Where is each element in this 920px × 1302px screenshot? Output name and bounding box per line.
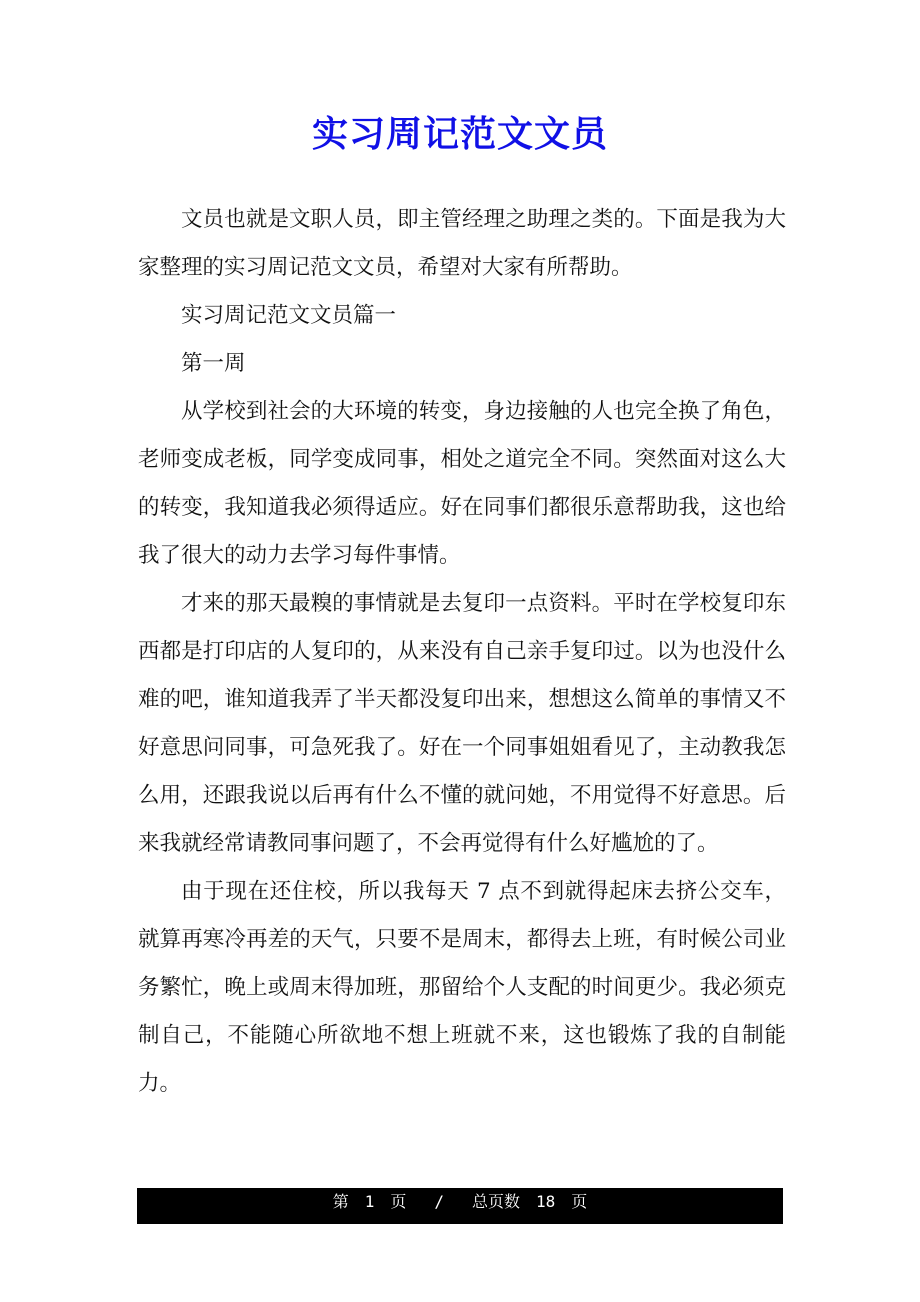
footer-separator: / [434, 1192, 444, 1211]
document-title: 实习周记范文文员 [311, 113, 608, 155]
body-paragraph: 从学校到社会的大环境的转变，身边接触的人也完全换了角色，老师变成老板，同学变成同事，相处之道完全不同。突然面对这么大的转变，我知道我必须得适应。好在同事们都很乐意帮助我，这也给我了很大的动力去学习每件事情。 [138, 399, 786, 568]
total-pages: 18 [536, 1192, 556, 1211]
document-body [138, 196, 786, 1108]
total-suffix: 页 [571, 1192, 588, 1211]
page-footer [137, 1188, 783, 1224]
body-paragraph: 由于现在还住校，所以我每天 7 点不到就得起床去挤公交车，就算再寒冷再差的天气，只要不是周末，都得去上班，有时候公司业务繁忙，晚上或周末得加班，那留给个人支配的时间更少。我必须克制自己，不能随心所欲地不想上班就不来，这也锻炼了我的自制能力。 [138, 879, 786, 1096]
intro-paragraph: 文员也就是文职人员，即主管经理之助理之类的。下面是我为大家整理的实习周记范文文员，希望对大家有所帮助。 [138, 207, 786, 280]
section-heading: 实习周记范文文员篇一 [181, 303, 397, 328]
page-number: 1 [364, 1192, 375, 1211]
page-prefix: 第 [332, 1192, 349, 1211]
page-suffix: 页 [390, 1192, 407, 1211]
total-prefix: 总页数 [472, 1192, 521, 1211]
body-paragraph: 才来的那天最糗的事情就是去复印一点资料。平时在学校复印东西都是打印店的人复印的，从来没有自己亲手复印过。以为也没什么难的吧，谁知道我弄了半天都没复印出来，想想这么简单的事情又不好意思问同事，可急死我了。好在一个同事姐姐看见了，主动教我怎么用，还跟我说以后再有什么不懂的就问她，不用觉得不好意思。后来我就经常请教同事问题了，不会再觉得有什么好尴尬的了。 [138, 591, 786, 856]
week-heading: 第一周 [181, 351, 246, 376]
